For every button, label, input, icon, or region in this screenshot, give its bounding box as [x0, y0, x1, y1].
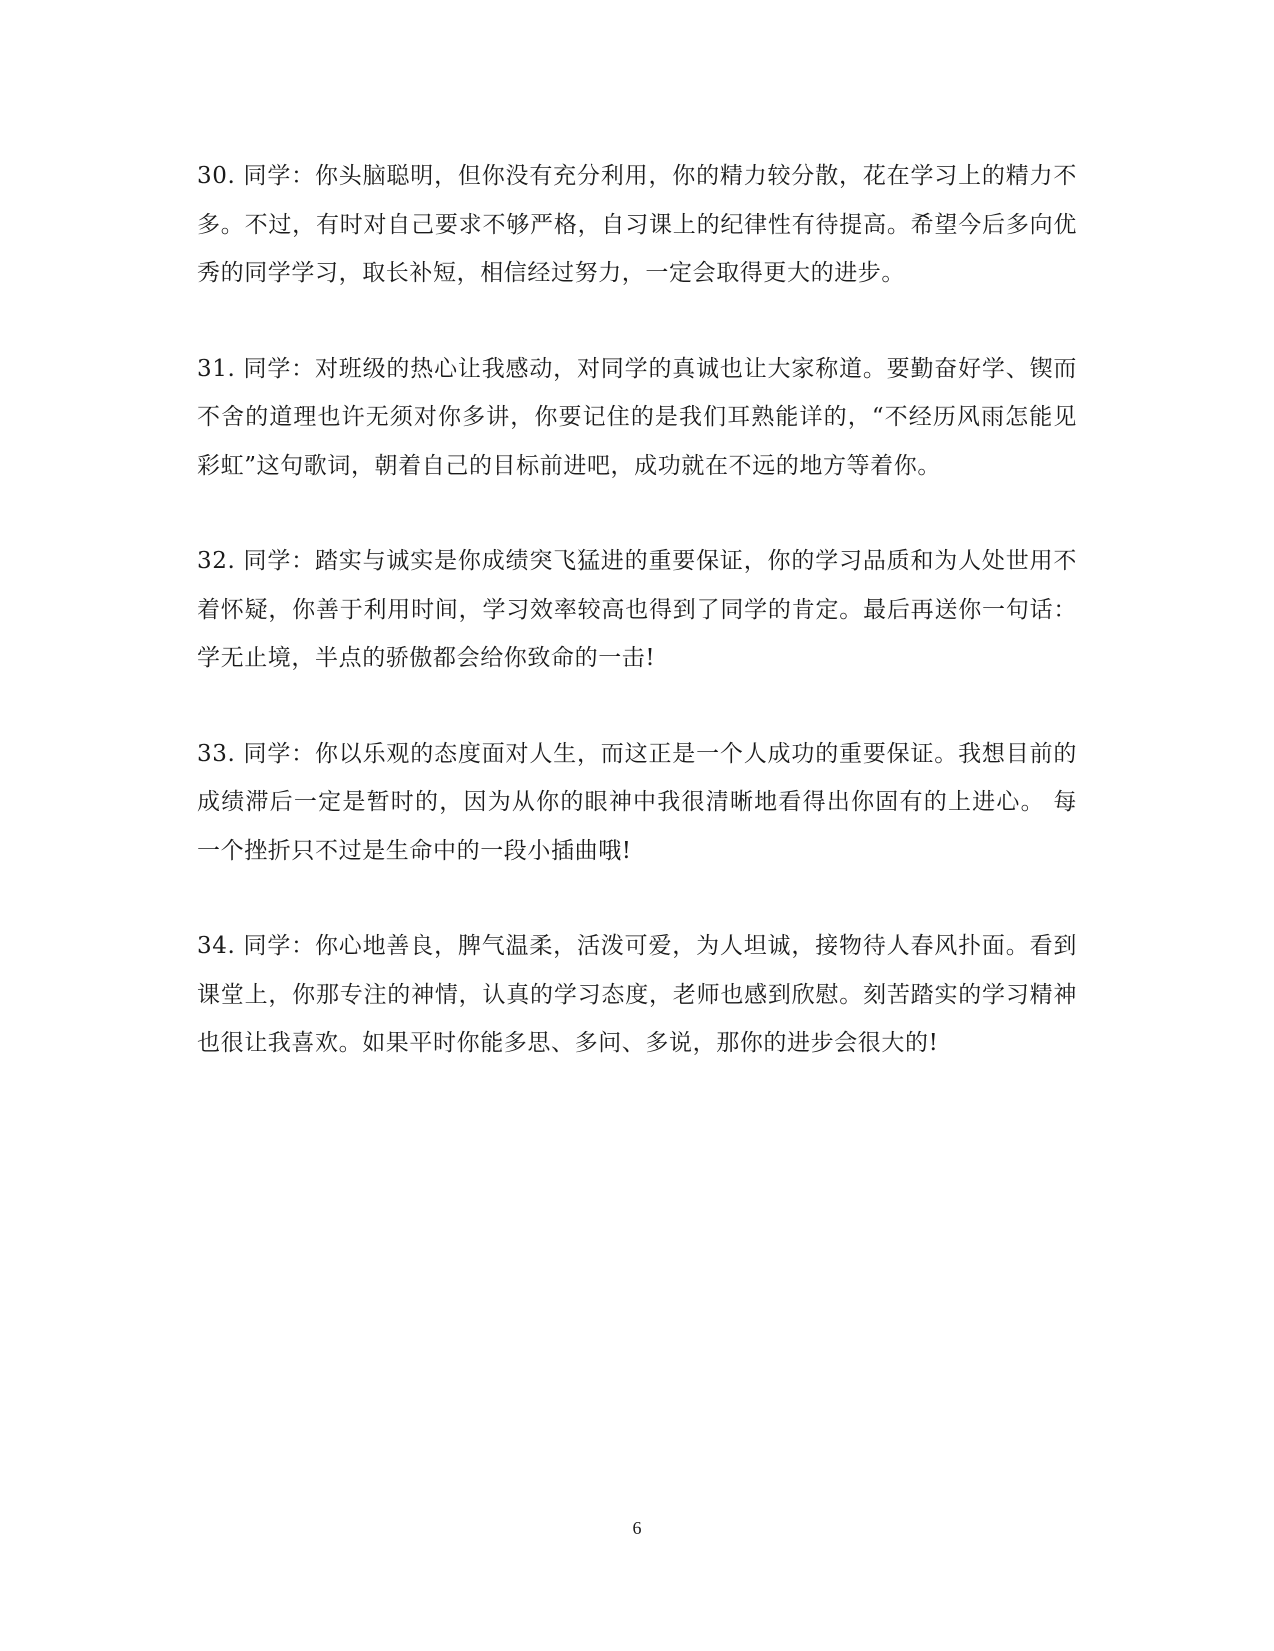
comment-paragraph-33: 33. 同学：你以乐观的态度面对人生，而这正是一个人成功的重要保证。我想目前的成绩滞后一定是暂时的，因为从你的眼神中我很清晰地看得出你固有的上进心。 每一个挫折只不过是生命中的一段小插曲哦!: [197, 740, 1077, 864]
page-number: 6: [632, 1518, 642, 1538]
comment-paragraph-30: 30. 同学：你头脑聪明，但你没有充分利用，你的精力较分散，花在学习上的精力不多。不过，有时对自己要求不够严格，自习课上的纪律性有待提高。希望今后多向优秀的同学学习，取长补短，相信经过努力，一定会取得更大的进步。: [197, 163, 1077, 286]
comment-paragraph-34: 34. 同学：你心地善良，脾气温柔，活泼可爱，为人坦诚，接物待人春风扑面。看到课堂上，你那专注的神情，认真的学习态度，老师也感到欣慰。刻苦踏实的学习精神也很让我喜欢。如果平时你能多思、多问、多说，那你的进步会很大的!: [197, 933, 1077, 1056]
comment-paragraph-32: 32. 同学：踏实与诚实是你成绩突飞猛进的重要保证，你的学习品质和为人处世用不着怀疑，你善于利用时间，学习效率较高也得到了同学的肯定。最后再送你一句话：学无止境，半点的骄傲都会给你致命的一击!: [197, 548, 1077, 671]
comment-paragraph-31: 31. 同学：对班级的热心让我感动，对同学的真诚也让大家称道。要勤奋好学、锲而不舍的道理也许无须对你多讲，你要记住的是我们耳熟能详的，“不经历风雨怎能见彩虹”这句歌词，朝着自己的目标前进吧，成功就在不远的地方等着你。: [197, 355, 1077, 479]
document-body: [197, 152, 1077, 1115]
